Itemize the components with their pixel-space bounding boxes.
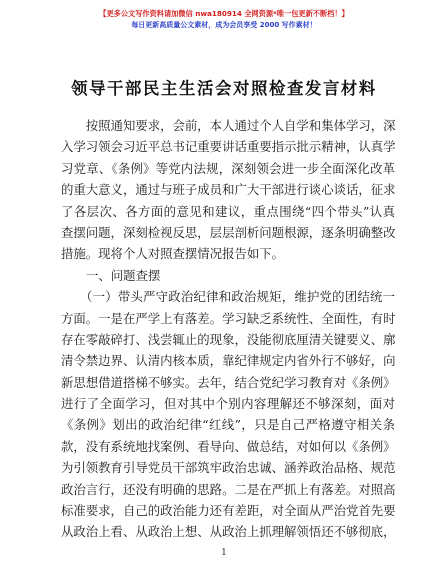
body-line: 为引领教育引导党员干部筑牢政治忠诚、涵养政治品格、规范 bbox=[61, 460, 396, 476]
body-line: 清令禁边界、认清内核本质，靠纪律规定内省外行不够好，向 bbox=[61, 353, 396, 369]
document-title: 领导干部民主生活会对照检查发言材料 bbox=[71, 79, 377, 98]
page-number: 1 bbox=[221, 548, 227, 558]
body-line: 政治言行，还没有明确的思路。二是在严抓上有落差。对照高 bbox=[61, 481, 396, 497]
body-line: 按照通知要求，会前，本人通过个人自学和集体学习，深 bbox=[61, 118, 396, 133]
body-line: 标准要求，自己的政治能力还有差距，对全面从严治党首先要 bbox=[61, 503, 396, 519]
body-line: 入学习领会习近平总书记重要讲话重要指示批示精神，认真学 bbox=[61, 139, 396, 155]
body-line: 《条例》划出的政治纪律“红线”，只是自己严格遵守相关条 bbox=[61, 417, 395, 433]
section-heading: 一、问题查摆 bbox=[86, 267, 161, 283]
body-line: 措施。现将个人对照查摆情况报告如下。 bbox=[61, 246, 285, 262]
body-line: 的重大意义，通过与班子成员和广大干部进行谈心谈话，征求 bbox=[61, 182, 396, 198]
body-line: 款，没有系统地找案例、看导向、做总结，对如何以《条例》 bbox=[61, 438, 396, 454]
body-line: 新思想借道搭梯不够实。去年，结合党纪学习教育对《条例》 bbox=[61, 374, 396, 390]
body-line: （一）带头严守政治纪律和政治规矩，维护党的团结统一 bbox=[61, 289, 395, 305]
body-line: 查摆问题，深刻检视反思，层层剖析问题根源，逐条明确整改 bbox=[61, 224, 396, 240]
promo-notice-line-2: 每日更新高质量公文素材，成为会员享受 2000 写作素材！ bbox=[131, 21, 317, 29]
document-body bbox=[61, 115, 395, 543]
body-line: 方面。一是在严学上有落差。学习缺乏系统性、全面性，有时 bbox=[61, 310, 396, 326]
body-line: 习党章、《条例》等党内法规，深刻领会进一步全面深化改革 bbox=[61, 160, 395, 176]
body-line: 存在零敲碎打、浅尝辄止的现象，没能彻底厘清关键要义、廓 bbox=[61, 331, 396, 347]
body-line: 进行了全面学习，但对其中个别内容理解还不够深刻，面对 bbox=[61, 396, 395, 412]
promo-notice-line-1: 【更多公文写作资料请加微信 nwa180914 全网资源*唯一包更新不断档！】 bbox=[99, 9, 349, 18]
body-line: 从政治上看、从政治上想、从政治上抓理解领悟还不够彻底， bbox=[61, 524, 396, 540]
body-line: 了各层次、各方面的意见和建议，重点围绕“四个带头”认真 bbox=[61, 203, 395, 219]
